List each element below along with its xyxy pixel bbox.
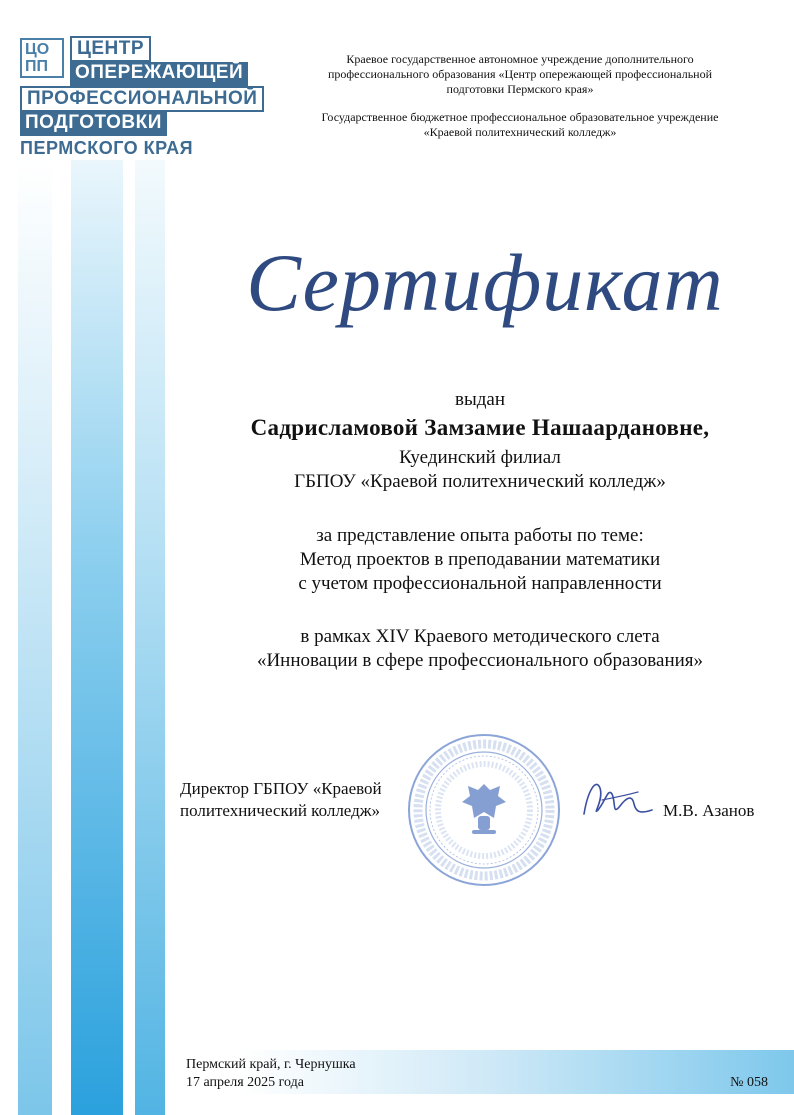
logo-line-2: ОПЕРЕЖАЮЩЕЙ bbox=[70, 62, 248, 86]
position-line-1: Директор ГБПОУ «Краевой bbox=[180, 779, 382, 798]
logo-line-5: ПЕРМСКОГО КРАЯ bbox=[20, 138, 194, 158]
issuer-1-line-2: профессионального образования «Центр опережающей профессиональной bbox=[327, 67, 713, 81]
issuer-organization-2 bbox=[280, 110, 760, 140]
decorative-stripe-right bbox=[135, 160, 165, 1115]
signatory-position bbox=[180, 778, 420, 822]
issuer-1-line-3: подготовки Пермского края» bbox=[446, 82, 594, 96]
issuer-2-line-2: «Краевой политехнический колледж» bbox=[423, 125, 617, 139]
event-line-1: в рамках XIV Краевого методического слета bbox=[300, 626, 660, 647]
footer-date: 17 апреля 2025 года bbox=[186, 1075, 304, 1090]
issuer-1-line-1: Краевое государственное автономное учреждение дополнительного bbox=[346, 52, 694, 66]
topic-line-1: за представление опыта работы по теме: bbox=[316, 525, 644, 546]
recipient-name: Садрисламовой Замзамие Нашаардановне, bbox=[250, 415, 710, 440]
logo-mark bbox=[20, 38, 64, 78]
department-line-2: ГБПОУ «Краевой политехнический колледж» bbox=[294, 471, 666, 492]
signatory-name: М.В. Азанов bbox=[663, 801, 755, 820]
logo-mark-top: ЦО bbox=[25, 41, 50, 58]
topic-line-2: Метод проектов в преподавании математики bbox=[299, 549, 661, 570]
director-signature bbox=[578, 770, 658, 830]
official-seal-stamp bbox=[406, 732, 562, 888]
logo-line-4: ПОДГОТОВКИ bbox=[20, 112, 167, 136]
decorative-stripe-middle bbox=[71, 160, 123, 1115]
certificate-title: Сертификат bbox=[246, 237, 724, 328]
organization-logo bbox=[18, 34, 263, 158]
logo-mark-bottom: ПП bbox=[25, 58, 48, 75]
logo-line-3: ПРОФЕССИОНАЛЬНОЙ bbox=[20, 86, 264, 112]
issued-label: выдан bbox=[454, 389, 505, 410]
event-line-2: «Инновации в сфере профессионального образования» bbox=[256, 650, 704, 671]
position-line-2: политехнический колледж» bbox=[180, 801, 381, 820]
topic-line-3: с учетом профессиональной направленности bbox=[298, 573, 662, 594]
footer-place-date bbox=[186, 1056, 356, 1092]
footer-place: Пермский край, г. Чернушка bbox=[186, 1057, 356, 1072]
issuer-organization-1 bbox=[280, 52, 760, 97]
department-line-1: Куединский филиал bbox=[399, 447, 561, 468]
recipient-department bbox=[180, 446, 780, 494]
award-topic bbox=[180, 524, 780, 596]
issuer-2-line-1: Государственное бюджетное профессиональное образовательное учреждение bbox=[321, 110, 719, 124]
decorative-stripe-left bbox=[18, 160, 52, 1115]
logo-line-1: ЦЕНТР bbox=[70, 36, 151, 62]
certificate-number: № 058 bbox=[730, 1075, 768, 1090]
event-info bbox=[180, 625, 780, 673]
